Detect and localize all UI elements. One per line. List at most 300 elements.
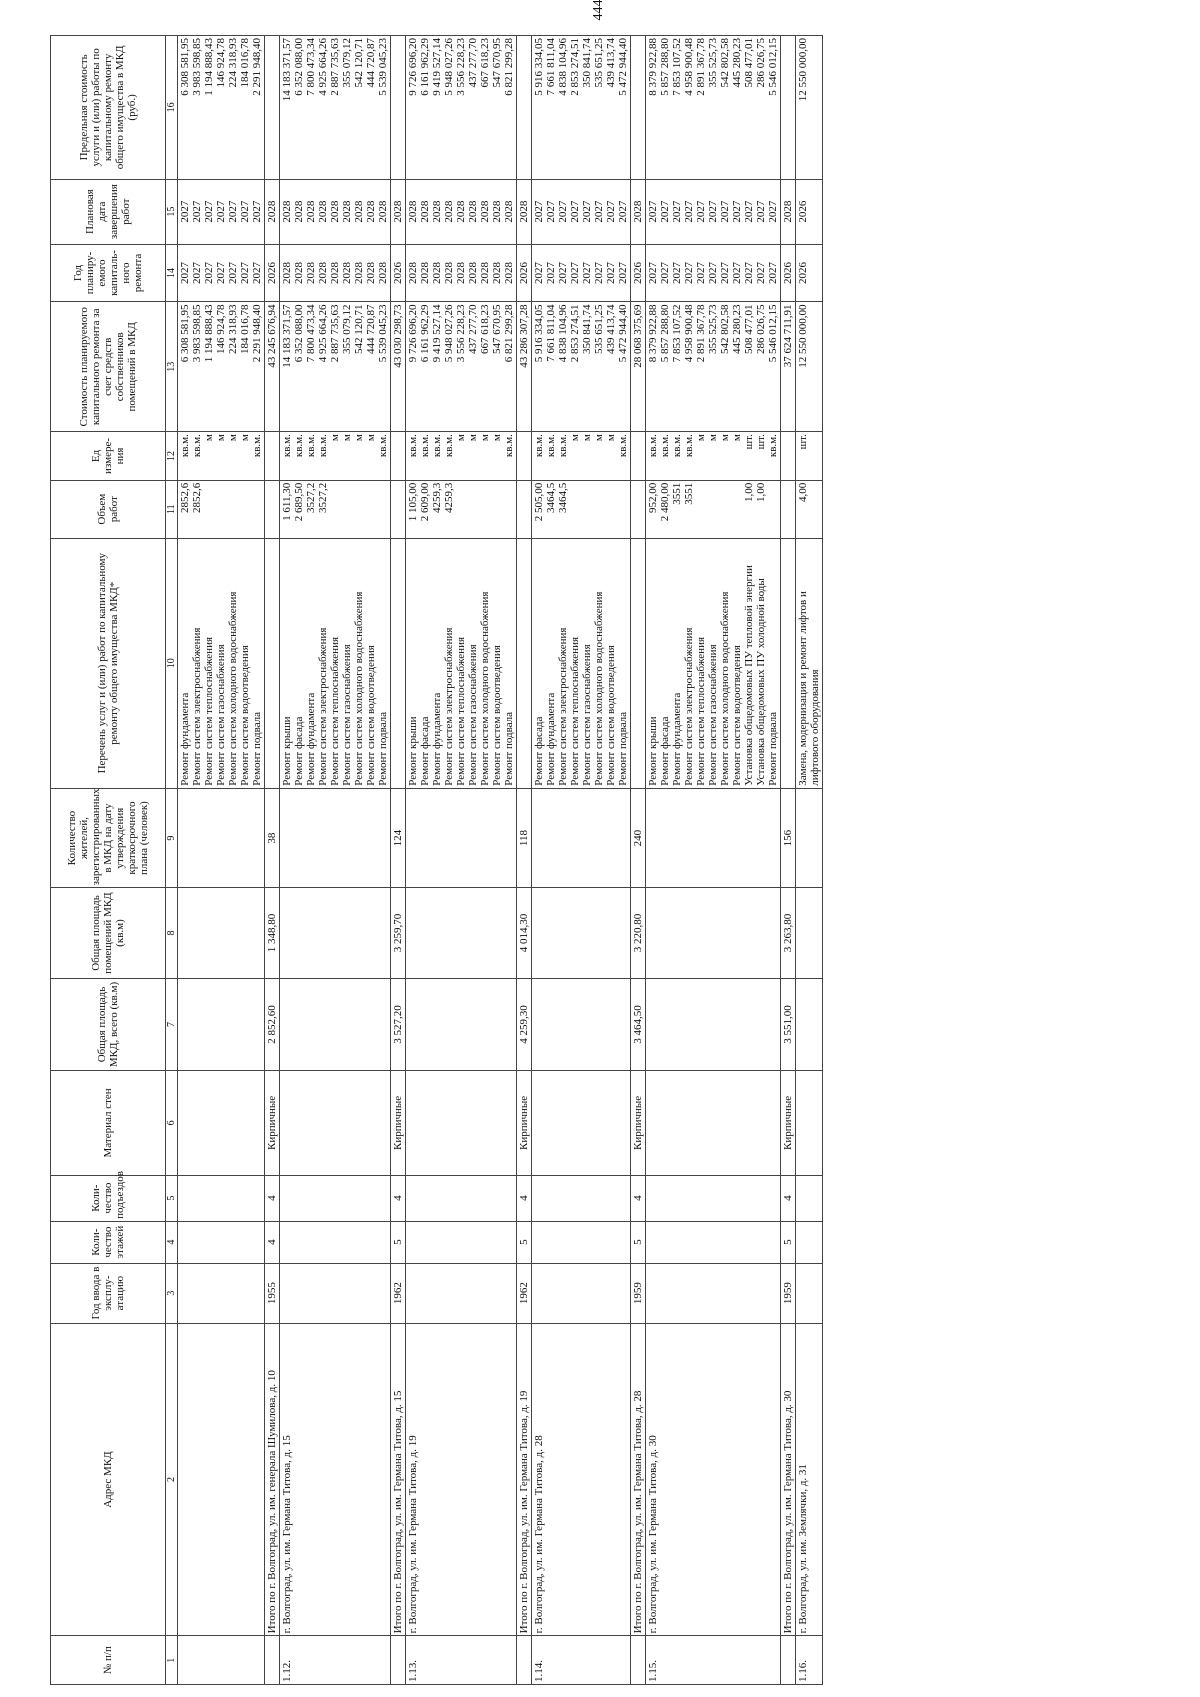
item-end: 2027 bbox=[719, 200, 731, 223]
empty-cell bbox=[646, 788, 781, 888]
item-cost: 7 800 473,34 bbox=[305, 304, 317, 363]
item-year: 2027 bbox=[617, 262, 629, 285]
item-year: 2027 bbox=[767, 262, 779, 285]
items-work-cell bbox=[532, 538, 631, 788]
header-col-15: Плановая дата завершения работ bbox=[51, 179, 166, 244]
item-work: Ремонт подвала bbox=[617, 711, 629, 786]
items-work-cell bbox=[280, 538, 391, 788]
item-year: 2028 bbox=[479, 262, 491, 285]
empty-cell bbox=[178, 978, 265, 1071]
item-volume bbox=[239, 483, 251, 536]
item-max: 355 079,12 bbox=[341, 38, 353, 88]
item-cost: 146 924,78 bbox=[215, 304, 227, 354]
item-unit: м bbox=[455, 434, 467, 442]
item-work: Ремонт фасада bbox=[419, 716, 431, 786]
total-premises: 4 014,30 bbox=[517, 888, 532, 978]
object-address: г. Волгоград, ул. им. Германа Титова, д. 28 bbox=[532, 1323, 631, 1636]
item-cost: 437 277,70 bbox=[467, 304, 479, 354]
empty-cell bbox=[391, 1636, 406, 1685]
item-year: 2027 bbox=[695, 262, 707, 285]
empty-cell bbox=[178, 788, 265, 888]
total-floors: 5 bbox=[391, 1221, 406, 1263]
empty-cell bbox=[391, 432, 406, 481]
items-volume-cell bbox=[178, 480, 265, 538]
total-cost: 43 245 676,94 bbox=[265, 302, 280, 432]
empty-cell bbox=[178, 1323, 265, 1636]
header-row bbox=[51, 36, 166, 1685]
total-entrances: 4 bbox=[517, 1175, 532, 1221]
items-end-cell bbox=[532, 179, 631, 244]
item-cost: 2 891 367,78 bbox=[695, 304, 707, 363]
item-max: 8 379 922,88 bbox=[647, 38, 659, 96]
item-work: Ремонт фундамента bbox=[545, 692, 557, 786]
item-cost: 445 280,23 bbox=[731, 304, 743, 354]
empty-cell bbox=[532, 978, 631, 1071]
item-end: 2028 bbox=[503, 200, 515, 223]
item-max: 542 120,71 bbox=[353, 38, 365, 88]
item-work: Ремонт систем газоснабжения bbox=[341, 644, 353, 786]
item-work: Ремонт крыши bbox=[281, 716, 293, 786]
item-cost: 4 925 664,26 bbox=[317, 304, 329, 363]
total-end-date: 2028 bbox=[517, 179, 532, 244]
item-unit: кв.м. bbox=[557, 434, 569, 458]
item-max: 12 550 000,00 bbox=[796, 36, 823, 180]
items-cost-cell bbox=[178, 302, 265, 432]
item-end: 2027 bbox=[557, 200, 569, 223]
item-work: Ремонт систем водоотведения bbox=[731, 645, 743, 786]
item-year: 2027 bbox=[743, 262, 755, 285]
empty-cell bbox=[796, 1263, 823, 1323]
item-work: Ремонт фундамента bbox=[431, 692, 443, 786]
item-volume bbox=[695, 483, 707, 536]
item-year: 2028 bbox=[431, 262, 443, 285]
item-max: 4 838 104,96 bbox=[557, 38, 569, 96]
item-max: 439 413,74 bbox=[605, 38, 617, 88]
item-unit: кв.м. bbox=[317, 434, 329, 458]
total-residents: 118 bbox=[517, 788, 532, 888]
item-unit: кв.м. bbox=[251, 434, 263, 458]
empty-cell bbox=[280, 978, 391, 1071]
item-work: Ремонт систем газоснабжения bbox=[707, 644, 719, 786]
item-max: 437 277,70 bbox=[467, 38, 479, 88]
item-work: Ремонт подвала bbox=[251, 711, 263, 786]
item-max: 6 352 088,00 bbox=[293, 38, 305, 96]
empty-cell bbox=[178, 1636, 265, 1685]
item-end: 2027 bbox=[707, 200, 719, 223]
item-end: 2027 bbox=[647, 200, 659, 223]
column-number-row bbox=[166, 36, 178, 1685]
item-unit: м bbox=[467, 434, 479, 442]
empty-cell bbox=[265, 538, 280, 788]
item-volume bbox=[377, 483, 389, 536]
empty-cell bbox=[517, 480, 532, 538]
item-max: 5 546 012,15 bbox=[767, 38, 779, 96]
item-volume bbox=[503, 483, 515, 536]
total-premises: 1 348,80 bbox=[265, 888, 280, 978]
items-unit-cell bbox=[406, 432, 517, 481]
item-cost: 535 651,25 bbox=[593, 304, 605, 354]
item-work: Ремонт крыши bbox=[647, 716, 659, 786]
total-entrances: 4 bbox=[391, 1175, 406, 1221]
item-cost: 224 318,93 bbox=[227, 304, 239, 354]
item-end: 2027 bbox=[545, 200, 557, 223]
item-year: 2028 bbox=[341, 262, 353, 285]
item-max: 3 556 228,23 bbox=[455, 38, 467, 96]
item-work: Ремонт систем холодного водоснабжения bbox=[593, 591, 605, 786]
items-year-cell bbox=[532, 244, 631, 302]
item-year: 2028 bbox=[407, 262, 419, 285]
item-year: 2028 bbox=[317, 262, 329, 285]
row-number: 1.16. bbox=[796, 1636, 823, 1685]
column-number-5: 5 bbox=[166, 1175, 178, 1221]
item-volume bbox=[707, 483, 719, 536]
item-year: 2028 bbox=[293, 262, 305, 285]
item-year: 2027 bbox=[203, 262, 215, 285]
items-cost-cell bbox=[280, 302, 391, 432]
item-work: Ремонт фасада bbox=[533, 716, 545, 786]
item-cost: 9 419 527,14 bbox=[431, 304, 443, 363]
item-end: 2027 bbox=[569, 200, 581, 223]
item-unit: кв.м. bbox=[671, 434, 683, 458]
item-max: 2 853 274,51 bbox=[569, 38, 581, 96]
continued-object-row bbox=[178, 36, 265, 1685]
empty-cell bbox=[280, 1221, 391, 1263]
total-label: Итого по г. Волгоград, ул. им. Германа Титова, д. 30 bbox=[781, 1323, 796, 1636]
item-end: 2027 bbox=[683, 200, 695, 223]
empty-cell bbox=[406, 978, 517, 1071]
item-volume bbox=[731, 483, 743, 536]
item-unit: кв.м. bbox=[647, 434, 659, 458]
item-cost: 542 802,58 bbox=[719, 304, 731, 354]
column-number-8: 8 bbox=[166, 888, 178, 978]
item-work: Ремонт фасада bbox=[293, 716, 305, 786]
total-cost: 43 030 298,73 bbox=[391, 302, 406, 432]
header-col-5: Коли-чество подъездов bbox=[51, 1175, 166, 1221]
item-work: Ремонт фундамента bbox=[305, 692, 317, 786]
item-volume: 3464,5 bbox=[545, 482, 557, 514]
item-end: 2028 bbox=[407, 200, 419, 223]
item-year: 2027 bbox=[227, 262, 239, 285]
empty-cell bbox=[406, 888, 517, 978]
item-unit: шт. bbox=[743, 434, 755, 450]
item-work: Ремонт подвала bbox=[377, 711, 389, 786]
item-year: 2027 bbox=[557, 262, 569, 285]
item-unit: м bbox=[593, 434, 605, 442]
item-year: 2027 bbox=[239, 262, 251, 285]
item-volume: 3551 bbox=[671, 482, 683, 505]
item-end: 2028 bbox=[365, 200, 377, 223]
item-work: Ремонт систем водоотведения bbox=[239, 645, 251, 786]
item-year: 2027 bbox=[569, 262, 581, 285]
item-unit: кв.м. bbox=[545, 434, 557, 458]
item-year: 2028 bbox=[365, 262, 377, 285]
item-volume bbox=[569, 483, 581, 536]
item-work: Ремонт систем холодного водоснабжения bbox=[227, 591, 239, 786]
item-max: 535 651,25 bbox=[593, 38, 605, 88]
item-max: 5 539 045,23 bbox=[377, 38, 389, 96]
items-end-cell bbox=[406, 179, 517, 244]
item-end: 2028 bbox=[455, 200, 467, 223]
item-end: 2027 bbox=[617, 200, 629, 223]
object-row bbox=[646, 36, 781, 1685]
total-entrances: 4 bbox=[781, 1175, 796, 1221]
item-volume bbox=[353, 483, 365, 536]
item-volume bbox=[467, 483, 479, 536]
item-unit: м bbox=[695, 434, 707, 442]
total-floors: 5 bbox=[781, 1221, 796, 1263]
item-year: 2028 bbox=[467, 262, 479, 285]
total-premises: 3 259,70 bbox=[391, 888, 406, 978]
item-end: 2027 bbox=[239, 200, 251, 223]
empty-cell bbox=[178, 1071, 265, 1175]
item-max: 224 318,93 bbox=[227, 38, 239, 88]
column-number-16: 16 bbox=[166, 36, 178, 180]
total-row bbox=[265, 36, 280, 1685]
item-work: Ремонт систем теплоснабжения bbox=[569, 636, 581, 786]
item-end: 2028 bbox=[467, 200, 479, 223]
item-volume: 2 480,00 bbox=[659, 482, 671, 522]
item-end: 2027 bbox=[743, 200, 755, 223]
items-work-cell bbox=[406, 538, 517, 788]
empty-cell bbox=[631, 36, 646, 180]
empty-cell bbox=[646, 1221, 781, 1263]
item-unit: кв.м. bbox=[407, 434, 419, 458]
item-work: Ремонт систем теплоснабжения bbox=[329, 636, 341, 786]
item-year: 2027 bbox=[251, 262, 263, 285]
total-repair-year: 2026 bbox=[265, 244, 280, 302]
item-cost: 12 550 000,00 bbox=[796, 302, 823, 432]
item-max: 14 183 371,57 bbox=[281, 38, 293, 102]
item-max: 4 925 664,26 bbox=[317, 38, 329, 96]
total-end-date: 2028 bbox=[781, 179, 796, 244]
item-unit: м bbox=[491, 434, 503, 442]
total-residents: 156 bbox=[781, 788, 796, 888]
item-unit: м bbox=[731, 434, 743, 442]
item-year: 2027 bbox=[671, 262, 683, 285]
empty-cell bbox=[280, 1263, 391, 1323]
items-year-cell bbox=[178, 244, 265, 302]
items-year-cell bbox=[280, 244, 391, 302]
item-max: 5 948 027,26 bbox=[443, 38, 455, 96]
total-floors: 5 bbox=[517, 1221, 532, 1263]
item-max: 542 802,58 bbox=[719, 38, 731, 88]
item-cost: 5 948 027,26 bbox=[443, 304, 455, 363]
header-col-4: Коли-чество этажей bbox=[51, 1221, 166, 1263]
item-volume bbox=[767, 483, 779, 536]
item-volume: 3527,2 bbox=[317, 482, 329, 514]
empty-cell bbox=[406, 1263, 517, 1323]
item-year: 2027 bbox=[191, 262, 203, 285]
total-repair-year: 2026 bbox=[391, 244, 406, 302]
item-unit: м bbox=[329, 434, 341, 442]
item-volume bbox=[581, 483, 593, 536]
row-number: 1.12. bbox=[280, 1636, 391, 1685]
item-work: Ремонт систем теплоснабжения bbox=[203, 636, 215, 786]
item-cost: 542 120,71 bbox=[353, 304, 365, 354]
total-premises: 3 220,80 bbox=[631, 888, 646, 978]
items-unit-cell bbox=[178, 432, 265, 481]
items-year-cell bbox=[646, 244, 781, 302]
item-year: 2027 bbox=[683, 262, 695, 285]
total-label: Итого по г. Волгоград, ул. им. Германа Титова, д. 28 bbox=[631, 1323, 646, 1636]
item-cost: 5 472 944,40 bbox=[617, 304, 629, 363]
item-volume: 2 689,50 bbox=[293, 482, 305, 522]
item-end: 2027 bbox=[755, 200, 767, 223]
item-max: 2 891 367,78 bbox=[695, 38, 707, 96]
item-work: Ремонт систем теплоснабжения bbox=[695, 636, 707, 786]
item-unit: м bbox=[569, 434, 581, 442]
item-end: 2028 bbox=[353, 200, 365, 223]
item-volume bbox=[605, 483, 617, 536]
item-cost: 439 413,74 bbox=[605, 304, 617, 354]
empty-cell bbox=[796, 1175, 823, 1221]
item-unit: кв.м. bbox=[179, 434, 191, 458]
item-work: Установка общедомовых ПУ холодной воды bbox=[755, 578, 767, 786]
column-number-2: 2 bbox=[166, 1323, 178, 1636]
item-end: 2027 bbox=[251, 200, 263, 223]
empty-cell bbox=[631, 480, 646, 538]
item-end: 2027 bbox=[659, 200, 671, 223]
item-work: Ремонт фундамента bbox=[671, 692, 683, 786]
empty-cell bbox=[178, 888, 265, 978]
items-max-cell bbox=[406, 36, 517, 180]
empty-cell bbox=[517, 432, 532, 481]
item-cost: 184 016,78 bbox=[239, 304, 251, 354]
item-year: 2027 bbox=[179, 262, 191, 285]
item-max: 355 525,73 bbox=[707, 38, 719, 88]
item-unit: м bbox=[365, 434, 377, 442]
empty-cell bbox=[646, 1071, 781, 1175]
total-end-date: 2028 bbox=[391, 179, 406, 244]
total-repair-year: 2026 bbox=[517, 244, 532, 302]
empty-cell bbox=[280, 788, 391, 888]
item-end: 2028 bbox=[431, 200, 443, 223]
total-entrances: 4 bbox=[631, 1175, 646, 1221]
item-max: 445 280,23 bbox=[731, 38, 743, 88]
item-year: 2027 bbox=[545, 262, 557, 285]
object-row bbox=[280, 36, 391, 1685]
item-volume: 2852,6 bbox=[191, 482, 203, 514]
column-number-7: 7 bbox=[166, 978, 178, 1071]
total-material: Кирпичные bbox=[781, 1071, 796, 1175]
item-unit: м bbox=[479, 434, 491, 442]
item-year: 2028 bbox=[353, 262, 365, 285]
item-work: Ремонт подвала bbox=[767, 711, 779, 786]
item-work: Ремонт систем холодного водоснабжения bbox=[479, 591, 491, 786]
item-volume: 3551 bbox=[683, 482, 695, 505]
item-volume: 2 609,00 bbox=[419, 482, 431, 522]
total-repair-year: 2026 bbox=[631, 244, 646, 302]
item-year: 2027 bbox=[707, 262, 719, 285]
item-cost: 444 720,87 bbox=[365, 304, 377, 354]
item-max: 2 887 735,63 bbox=[329, 38, 341, 96]
column-number-12: 12 bbox=[166, 432, 178, 481]
item-end: 2026 bbox=[796, 179, 823, 244]
page-stage bbox=[50, 35, 1190, 1685]
item-volume bbox=[491, 483, 503, 536]
total-material: Кирпичные bbox=[517, 1071, 532, 1175]
empty-cell bbox=[517, 1636, 532, 1685]
item-volume: 952,00 bbox=[647, 482, 659, 514]
empty-cell bbox=[391, 36, 406, 180]
total-material: Кирпичные bbox=[631, 1071, 646, 1175]
total-row bbox=[517, 36, 532, 1685]
item-volume bbox=[719, 483, 731, 536]
item-max: 1 194 888,43 bbox=[203, 38, 215, 96]
item-volume: 4,00 bbox=[796, 480, 823, 538]
item-work: Замена, модернизация и ремонт лифтов и лифтового оборудования bbox=[796, 538, 823, 788]
item-end: 2028 bbox=[491, 200, 503, 223]
item-unit: м bbox=[605, 434, 617, 442]
items-work-cell bbox=[178, 538, 265, 788]
item-cost: 355 525,73 bbox=[707, 304, 719, 354]
empty-cell bbox=[646, 888, 781, 978]
total-year: 1962 bbox=[517, 1263, 532, 1323]
item-max: 508 477,01 bbox=[743, 38, 755, 88]
empty-cell bbox=[265, 432, 280, 481]
item-max: 350 841,74 bbox=[581, 38, 593, 88]
item-cost: 7 661 811,04 bbox=[545, 304, 557, 362]
item-cost: 14 183 371,57 bbox=[281, 304, 293, 368]
item-year: 2028 bbox=[419, 262, 431, 285]
empty-cell bbox=[532, 1221, 631, 1263]
items-unit-cell bbox=[532, 432, 631, 481]
column-number-4: 4 bbox=[166, 1221, 178, 1263]
item-max: 9 726 696,20 bbox=[407, 38, 419, 96]
item-year: 2027 bbox=[719, 262, 731, 285]
items-cost-cell bbox=[646, 302, 781, 432]
item-cost: 5 916 334,05 bbox=[533, 304, 545, 363]
items-max-cell bbox=[280, 36, 391, 180]
item-end: 2028 bbox=[377, 200, 389, 223]
object-address: г. Волгоград, ул. им. Германа Титова, д. 30 bbox=[646, 1323, 781, 1636]
empty-cell bbox=[631, 1636, 646, 1685]
item-unit: м bbox=[215, 434, 227, 442]
item-work: Ремонт систем водоотведения bbox=[365, 645, 377, 786]
item-volume: 1 105,00 bbox=[407, 482, 419, 522]
item-volume: 2 505,00 bbox=[533, 482, 545, 522]
empty-cell bbox=[781, 1636, 796, 1685]
item-unit: м bbox=[707, 434, 719, 442]
total-floors: 5 bbox=[631, 1221, 646, 1263]
item-year: 2026 bbox=[796, 244, 823, 302]
item-year: 2027 bbox=[605, 262, 617, 285]
item-work: Ремонт систем газоснабжения bbox=[215, 644, 227, 786]
item-end: 2028 bbox=[317, 200, 329, 223]
item-cost: 9 726 696,20 bbox=[407, 304, 419, 363]
item-work: Ремонт фасада bbox=[659, 716, 671, 786]
item-end: 2028 bbox=[329, 200, 341, 223]
item-end: 2028 bbox=[419, 200, 431, 223]
header-col-11: Объем работ bbox=[51, 480, 166, 538]
item-max: 3 983 598,85 bbox=[191, 38, 203, 96]
items-volume-cell bbox=[406, 480, 517, 538]
item-volume bbox=[251, 483, 263, 536]
total-area: 4 259,30 bbox=[517, 978, 532, 1071]
item-year: 2027 bbox=[215, 262, 227, 285]
item-max: 5 857 288,80 bbox=[659, 38, 671, 96]
item-work: Ремонт систем теплоснабжения bbox=[455, 636, 467, 786]
item-unit: м bbox=[581, 434, 593, 442]
item-work: Ремонт систем электроснабжения bbox=[317, 627, 329, 786]
item-year: 2027 bbox=[755, 262, 767, 285]
item-unit: м bbox=[203, 434, 215, 442]
repair-plan-table bbox=[50, 35, 823, 1685]
column-number-3: 3 bbox=[166, 1263, 178, 1323]
empty-cell bbox=[532, 888, 631, 978]
page-number: 444 bbox=[591, 0, 606, 21]
empty-cell bbox=[796, 888, 823, 978]
